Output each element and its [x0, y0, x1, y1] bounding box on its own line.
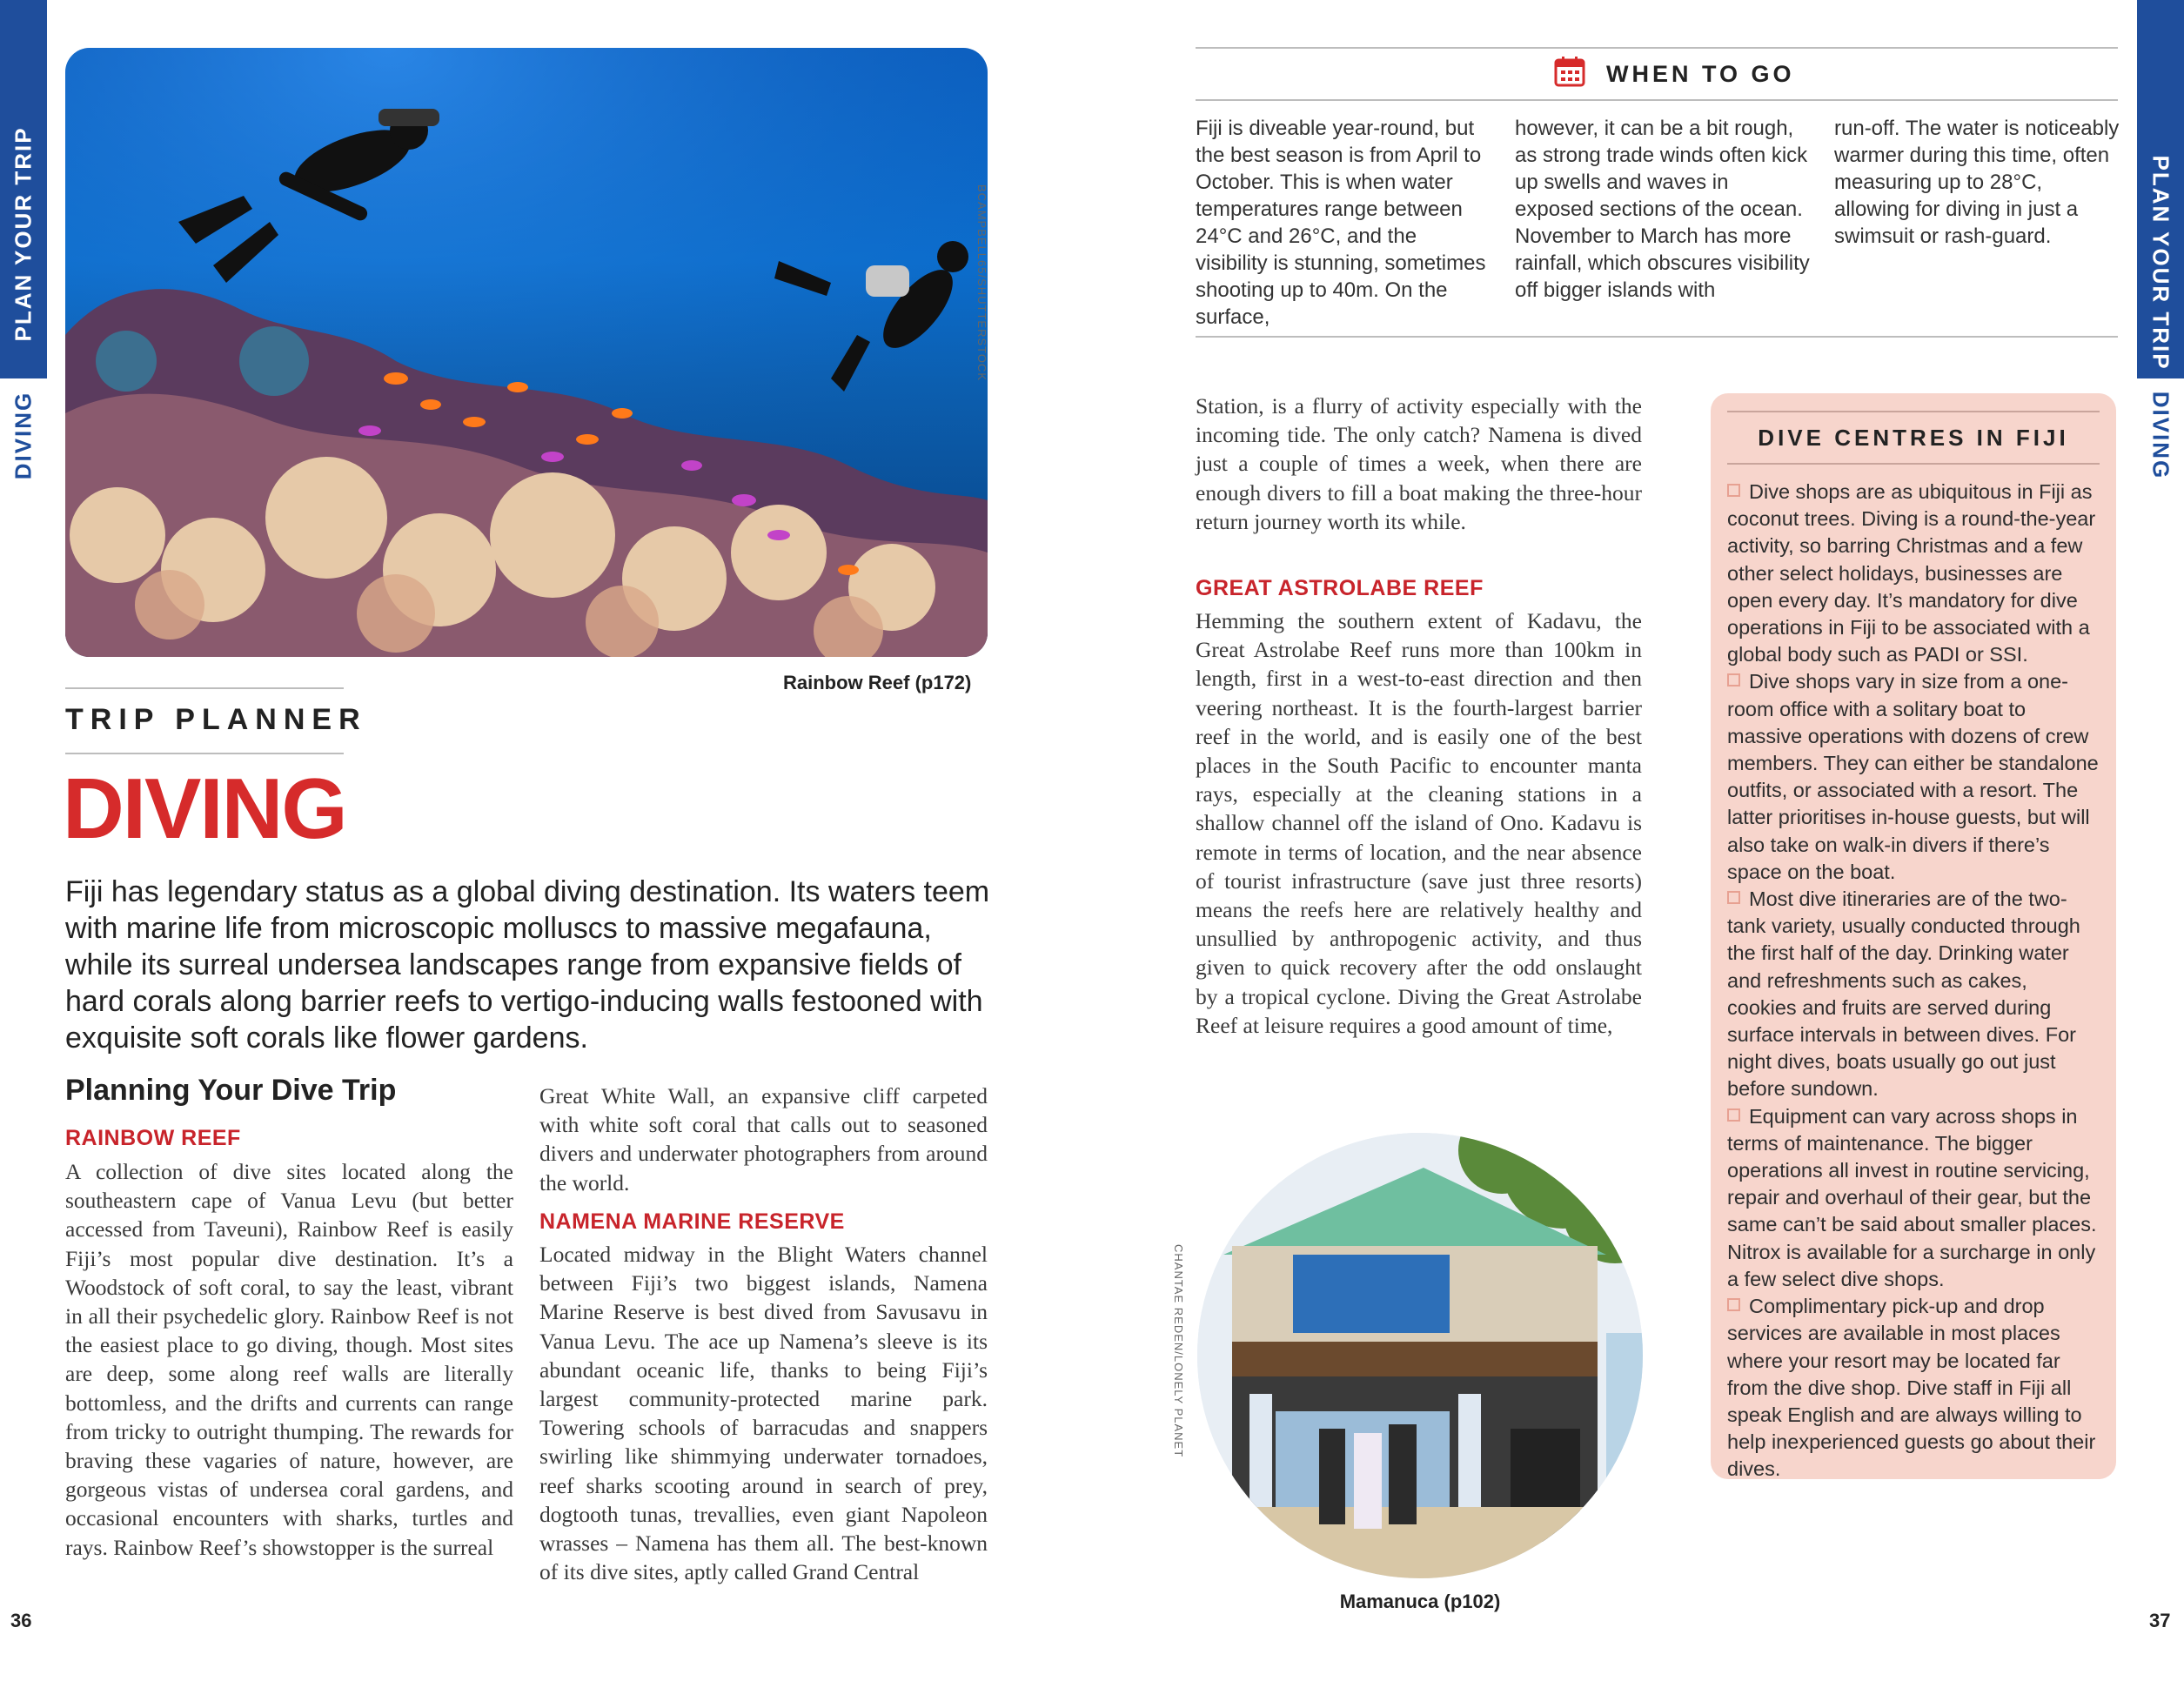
dive-centres-list — [1727, 479, 2101, 1483]
divider — [1196, 99, 2118, 101]
page-title: DIVING — [63, 760, 346, 856]
photo-caption: Mamanuca (p102) — [1339, 1591, 1501, 1612]
page-number: 37 — [2149, 1610, 2171, 1631]
divider — [1196, 336, 2118, 338]
photo-credit: CHANTAE REDEN/LONELY PLANET — [1172, 1244, 1185, 1458]
body-text: Hemming the southern extent of Kadavu, the Great Astrolabe Reef runs more than 100km in length, first in a west-to-east direction and then veering northeast. It is the fourth-largest barrier reef in the world, and is easily one of the best places in the South Pacific to encounter manta rays, especially at the cleaning stations in a shallow channel off the island of Ono. Kadavu is remote in terms of location, and the near absence of tourist infrastructure (save just three resorts) means the reefs here are relatively healthy and unsullied by anthropogenic activity, and thus given to quick recovery after the odd onslaught by a tropical cyclone. Diving the Great Astrolabe Reef at leisure requires a good amount of time, — [1196, 608, 1642, 1038]
divider — [1196, 47, 2118, 49]
when-to-go-text: run-off. The water is noticeably warmer during this time, often measuring up to 28°C, allowing for diving in just a swimsuit or rash-guard. — [1834, 117, 2120, 248]
divider — [1727, 411, 2100, 412]
list-item: Dive shops are as ubiquitous in Fiji as coconut trees. Diving is a round-the-year activity, so barring Christmas and a few other select holidays, businesses are open every day. It’s mandatory for dive operations in Fiji to be associated with a global body such as PADI or SSI. — [1727, 480, 2096, 666]
section-label: TRIP PLANNER — [65, 703, 367, 736]
bullet-square-icon — [1727, 673, 1740, 686]
reef-photo — [65, 48, 988, 657]
body-text: Located midway in the Blight Waters channel between Fiji’s two biggest islands, Namena Marine Reserve is best dived from Savusavu in Vanua Levu. The ace up Namena’s sleeve is its abundant oceanic life, thanks to being Fiji’s largest community-protected marine park. Towering schools of barracudas and snappers swirling like shimmying underwater tornadoes, reef sharks scooting around in search of prey, dogtooth tunas, trevallies, even giant Napoleon wrasses – Namena has them all. The best-known of its dive sites, aptly called Grand Central — [539, 1242, 988, 1585]
list-item: Dive shops vary in size from a one-room office with a solitary boat to massive operations with dozens of crew members. They can either be standalone outfits, or associated with a resort. The latter prioritises in-house guests, but will also take on walk-in divers if there’s space on the boat. — [1727, 670, 2099, 883]
bullet-square-icon — [1727, 1298, 1740, 1311]
when-to-go-text: Fiji is diveable year-round, but the best season is from April to October. This is when water temperatures range between 24°C and 26°C, and the visibility is stunning, sometimes shooting up to 40m. On the surface, — [1196, 117, 1486, 329]
body-text: A collection of dive sites located along the southeastern cape of Vanua Levu (but better accessed from Taveuni), Rainbow Reef is easily Fiji’s most popular dive destination. It’s a Woodstock of soft coral, to say the least, vibrant in all their psychedelic glory. Rainbow Reef is not the easiest place to go diving, though. Most sites are deep, some along reef walls are literally bottomless, and the drifts and currents can range from tricky to outright thumping. The rewards for braving these vagaries of nature, however, are gorgeous vistas of undersea coral gardens, and occasional encounters with sharks, turtles and rays. Rainbow Reef’s showstopper is the surreal — [65, 1159, 513, 1560]
list-item: Most dive itineraries are of the two-tank variety, usually conducted through the first half of the day. Drinking water and refreshments such as cakes, cookies and fruits are served during surface intervals in between dives. For night dives, boats usually go out just before sundown. — [1727, 887, 2080, 1101]
photo-caption: Rainbow Reef (p172) — [783, 672, 972, 693]
subsection-heading: RAINBOW REEF — [65, 1126, 241, 1150]
divider — [65, 753, 344, 754]
body-text: Station, is a flurry of activity especially with the incoming tide. The only catch? Namena is dived just a couple of times a week, when there are enough divers to fill a boat making the three-hour return journey worth its while. — [1196, 393, 1642, 534]
right-tab-sublabel: DIVING — [2147, 391, 2174, 480]
page-number: 36 — [10, 1610, 32, 1631]
section-heading: Planning Your Dive Trip — [65, 1074, 397, 1107]
bullet-square-icon — [1727, 484, 1740, 497]
subsection-heading: NAMENA MARINE RESERVE — [539, 1209, 845, 1234]
left-tab-label: PLAN YOUR TRIP — [10, 126, 37, 342]
photo-credit: BCAMPBELL65/SHUTTERSTOCK — [975, 184, 988, 382]
intro-paragraph: Fiji has legendary status as a global diving destination. Its waters teem with marine life from microscopic molluscs to massive megafauna, while its surreal undersea landscapes range from expansive fields of hard corals along barrier reefs to vertigo-inducing walls festooned with exquisite soft corals like flower gardens. — [65, 875, 990, 1055]
reef-illustration — [65, 48, 988, 657]
divider — [1727, 463, 2100, 465]
bullet-square-icon — [1727, 1108, 1740, 1122]
calendar-icon — [1554, 56, 1585, 87]
dive-shop-photo — [1197, 1133, 1643, 1578]
dive-centres-title: DIVE CENTRES IN FIJI — [1758, 425, 2069, 451]
divider — [65, 687, 344, 689]
bullet-square-icon — [1727, 891, 1740, 904]
body-text: Great White Wall, an expansive cliff carpeted with white soft coral that calls out to seasoned divers and underwater photographers from around the world. — [539, 1083, 988, 1195]
when-to-go-text: however, it can be a bit rough, as strong trade winds often kick up swells and waves in exposed sections of the ocean. November to March has more rainfall, which obscures visibility off bigger islands with — [1515, 117, 1810, 302]
list-item: Complimentary pick-up and drop services are available in most places where your resort may be located far from the dive shop. Dive staff in Fiji all speak English and are always willing to help inexperienced guests go about their dives. — [1727, 1295, 2096, 1481]
right-tab-label: PLAN YOUR TRIP — [2147, 155, 2174, 371]
subsection-heading: GREAT ASTROLABE REEF — [1196, 576, 1484, 600]
when-to-go-title: WHEN TO GO — [1606, 61, 1795, 87]
left-tab-sublabel: DIVING — [10, 391, 37, 480]
list-item: Equipment can vary across shops in terms of maintenance. The bigger operations all invest in routine servicing, repair and overhaul of their gear, but the same can’t be said about smaller places. Nitrox is available for a surcharge in only a few select dive shops. — [1727, 1104, 2097, 1290]
